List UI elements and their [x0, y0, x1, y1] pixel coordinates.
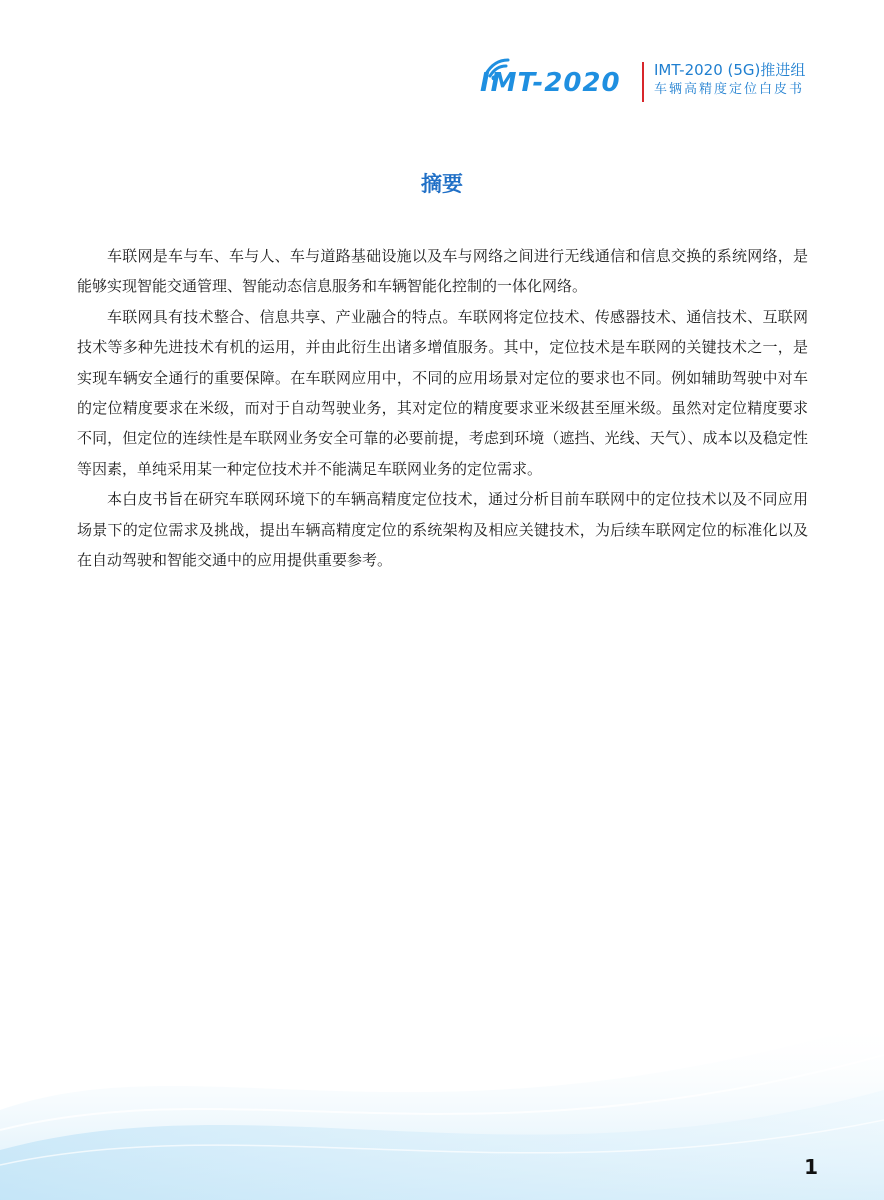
- header-divider: [642, 62, 644, 102]
- header-titles: [654, 60, 805, 100]
- abstract-body: [77, 241, 808, 575]
- header-org-title: IMT-2020 (5G)推进组: [654, 61, 806, 79]
- header-doc-title: 车辆高精度定位白皮书: [654, 82, 805, 97]
- decorative-wave: [0, 960, 884, 1200]
- page-title: 摘要: [421, 172, 463, 196]
- paragraph: 本白皮书旨在研究车联网环境下的车辆高精度定位技术，通过分析目前车联网中的定位技术以及不同应用场景下的定位需求及挑战，提出车辆高精度定位的系统架构及相应关键技术，为后续车联网定位的标准化以及在自动驾驶和智能交通中的应用提供重要参考。: [77, 490, 808, 570]
- imt2020-logo: [472, 52, 632, 108]
- paragraph: 车联网是车与车、车与人、车与道路基础设施以及车与网络之间进行无线通信和信息交换的系统网络，是能够实现智能交通管理、智能动态信息服务和车辆智能化控制的一体化网络。: [77, 247, 808, 296]
- page-header: [472, 52, 852, 108]
- logo-text: IMT-2020: [480, 68, 621, 98]
- page-number: 1: [804, 1155, 818, 1179]
- paragraph: 车联网具有技术整合、信息共享、产业融合的特点。车联网将定位技术、传感器技术、通信技术、互联网技术等多种先进技术有机的运用，并由此衍生出诸多增值服务。其中，定位技术是车联网的关键技术之一，是实现车辆安全通行的重要保障。在车联网应用中，不同的应用场景对定位的要求也不同。例如辅助驾驶中对车的定位精度要求在米级，而对于自动驾驶业务，其对定位的精度要求亚米级甚至厘米级。虽然对定位精度要求不同，但定位的连续性是车联网业务安全可靠的必要前提，考虑到环境（遮挡、光线、天气）、成本以及稳定性等因素，单纯采用某一种定位技术并不能满足车联网业务的定位需求。: [77, 307, 808, 478]
